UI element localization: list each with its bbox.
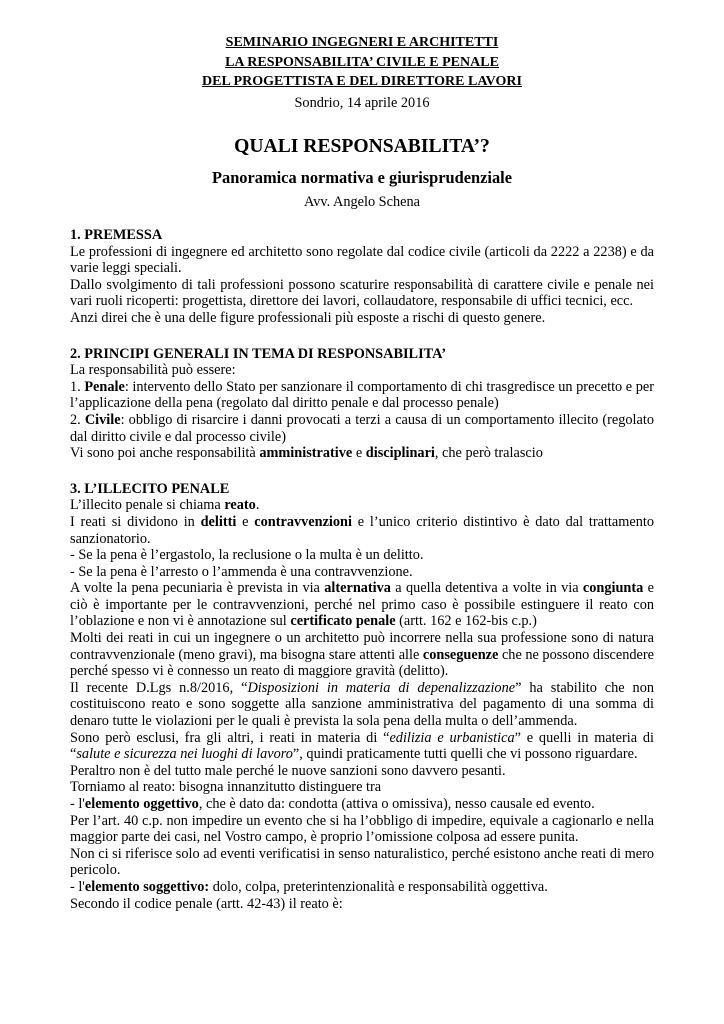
section-3-paragraph: Sono però esclusi, fra gli altri, i reati in materia di “edilizia e urbanistica” e quelli in materia di “salute e sicurezza nei luoghi di lavoro”, quindi praticamente tutti quelli che vi possono riguardare. [70,729,654,763]
section-2-intro: La responsabilità può essere: [70,362,236,379]
section-3-bullet: - Se la pena è l’ergastolo, la reclusione o la multa è un delitto. [70,547,424,564]
responsibility-civile-item: 2. Civile: obbligo di risarcire i danni provocati a terzi a causa di un comportamento illecito (regolato dal diritto civile e dal processo civile) [70,411,654,445]
section-3-paragraph: A volte la pena pecuniaria è prevista in via alternativa a quella detentiva a volte in via congiunta e ciò è importante per le contravvenzioni, perché nel primo caso è possibile estinguere il reato con l’oblazione e non vi è annotazione sul certificato penale (artt. 162 e 162-bis c.p.) [70,580,654,630]
section-3-paragraph: Non ci si riferisce solo ad eventi verificatisi in senso naturalistico, perché esistono anche reati di mero pericolo. [70,845,654,879]
section-3-paragraph: Secondo il codice penale (artt. 42-43) il reato è: [70,895,343,912]
section-3-paragraph: L’illecito penale si chiama reato. [70,497,260,514]
section-1-paragraph: Anzi direi che è una delle figure professionali più esposte a rischi di questo genere. [70,309,546,326]
section-3-paragraph: I reati si dividono in delitti e contravvenzioni e l’unico criterio distintivo è dato dal trattamento sanzionatorio. [70,513,654,547]
document-subtitle: Panoramica normativa e giurisprudenziale [211,168,512,187]
section-3-bullet: - l'elemento soggettivo: dolo, colpa, preterintenzionalità e responsabilità oggettiva. [70,878,548,895]
document-page [70,33,654,912]
section-3-paragraph: Per l’art. 40 c.p. non impedire un evento che si ha l’obbligo di impedire, equivale a cagionarlo e nella maggior parte dei casi, nel Vostro campo, è proprio l’omissione colposa ad essere punita. [70,812,654,846]
document-author: Avv. Angelo Schena [304,194,420,210]
document-title: QUALI RESPONSABILITA’? [234,136,490,157]
section-3-bullet: - l'elemento oggettivo, che è dato da: condotta (attiva o omissiva), nesso causale ed evento. [70,796,595,812]
seminar-header-line-2: LA RESPONSABILITA’ CIVILE E PENALE [225,54,499,70]
section-2-other-responsibilities: Vi sono poi anche responsabilità amministrative e disciplinari, che però tralascio [70,445,543,462]
section-3-paragraph: Molti dei reati in cui un ingegnere o un architetto può incorrere nella sua professione sono di natura contravvenzionale (meno gravi), ma bisogna stare attenti alle conseguenze che ne possono discendere perché spesso vi è connesso un reato di maggiore gravità (delitto). [70,630,655,680]
section-3-paragraph: Il recente D.Lgs n.8/2016, “Disposizioni in materia di depenalizzazione” ha stabilito che non costituiscono reato e sono soggette alla sanzione amministrativa del pagamento di una somma di denaro tutte le violazioni per le quali è prevista la sola pena della multa o dell’ammenda. [70,679,654,730]
section-3-paragraph: Torniamo al reato: bisogna innanzitutto distinguere tra [70,779,382,796]
responsibility-penale-item: 1. Penale: intervento dello Stato per sanzionare il comportamento di chi trasgredisce un precetto e per l’applicazione della pena (regolato dal diritto penale e dal processo penale) [70,378,655,412]
section-1-paragraph: Le professioni di ingegnere ed architetto sono regolate dal codice civile (articoli da 2222 a 2238) e da varie leggi speciali. [70,243,654,277]
section-3-title: 3. L’ILLECITO PENALE [70,480,230,497]
seminar-date: Sondrio, 14 aprile 2016 [294,94,430,111]
section-3-paragraph: Peraltro non è del tutto male perché le nuove sanzioni sono davvero pesanti. [70,762,506,779]
seminar-header-line-3: DEL PROGETTISTA E DEL DIRETTORE LAVORI [202,74,522,89]
section-2-title: 2. PRINCIPI GENERALI IN TEMA DI RESPONSABILITA’ [70,345,447,362]
section-1-title: 1. PREMESSA [70,227,163,243]
section-1-paragraph: Dallo svolgimento di tali professioni possono scaturire responsabilità di carattere civile e penale nei vari ruoli ricoperti: progettista, direttore dei lavori, collaudatore, responsabile di uffici tecnici, ecc. [70,276,654,310]
section-3-bullet: - Se la pena è l’arresto o l’ammenda è una contravvenzione. [70,563,413,580]
seminar-header-line-1: SEMINARIO INGEGNERI E ARCHITETTI [225,35,499,50]
